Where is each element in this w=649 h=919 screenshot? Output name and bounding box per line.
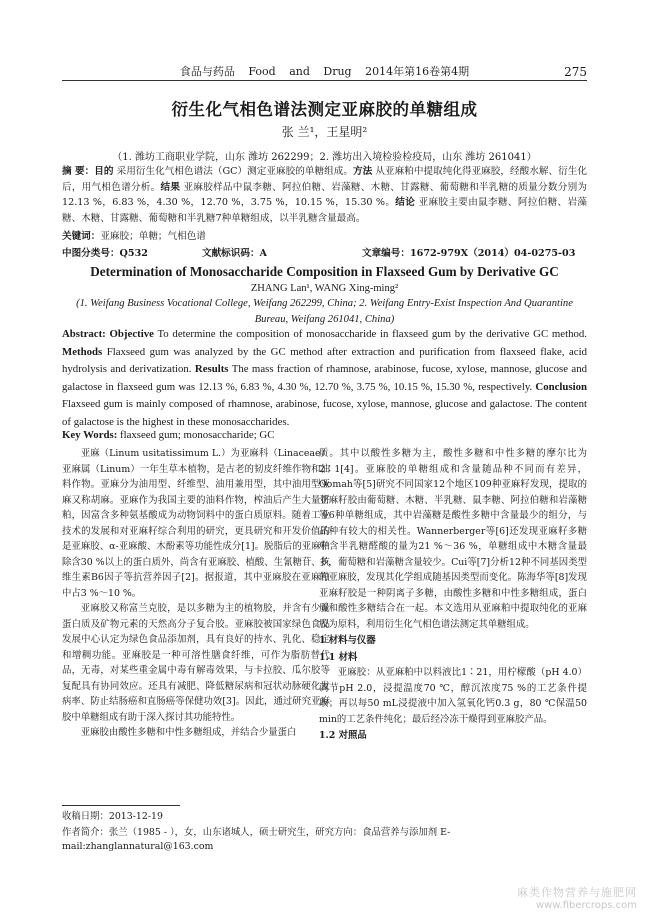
body-left-paragraph-3: 亚麻胶由酸性多糖和中性多糖组成，并结合少量蛋白 — [80, 727, 297, 738]
keywords-en-label: Key Words: — [62, 429, 118, 441]
abstract-cn-method-label: 方法 — [352, 166, 373, 177]
journal-name-en: Food and Drug — [248, 65, 352, 78]
keywords-cn — [62, 229, 587, 245]
subsection-heading-1-1: 1.1 材料 — [319, 651, 358, 663]
abstract-en-methods: Flaxseed gum was analyzed by the GC method after extraction and purification from flaxseed flake, acid hydrolysis and derivatization. — [62, 345, 587, 376]
abstract-cn-conclusion: 亚麻胶主要由鼠李糖、阿拉伯糖、岩藻糖、木糖、甘露糖、葡萄糖和半乳糖7种单糖组成，以半乳糖含量最高。 — [62, 197, 587, 224]
keywords-en-text: flaxseed gum; monosaccharide; GC — [117, 429, 275, 441]
affiliations-en: (1. Weifang Business Vocational College, Weifang 262299, China; 2. Weifang Entry-Exist Inspection And Quarantine Bureau, Weifang 261041, China) — [76, 298, 573, 325]
abstract-en — [62, 326, 587, 432]
abstract-en-objective: To determine the composition of monosaccharide in flaxseed gum by the derivative GC method. — [153, 328, 587, 340]
title-en: Determination of Monosaccharide Composition in Flaxseed Gum by Derivative GC — [90, 264, 559, 279]
keywords-en — [62, 427, 587, 445]
watermark — [517, 884, 637, 911]
body-left-paragraph-2: 亚麻胶又称富兰克胶，是以多糖为主的植物胶，并含有少量蛋白质及矿物元素的天然高分子复合胶。亚麻胶被国家绿色食品发展中心认定为绿色食品添加剂，具有良好的持水、乳化、稳定和增稠功能。亚麻胶是一种可溶性膳食纤维，可作为脂肪替代品，无毒，对某些重金属中毒有解毒效果，与卡拉胶、瓜尔胶等复配具有协同效应。还具有减肥、降低糖尿病和冠状动脉硬化发病率、防止结肠癌和直肠癌等保健功效[3]。因此，通过研究亚麻胶中单糖组成有助于深入探讨其功能特性。 — [62, 603, 330, 723]
abstract-cn-result-label: 结果 — [160, 181, 181, 193]
abstract-cn — [62, 164, 587, 226]
abstract-cn-conclusion-label: 结论 — [395, 197, 416, 208]
authors-cn: 张 兰¹，王星明² — [281, 125, 368, 139]
affiliations-cn: （1. 潍坊工商职业学院，山东 潍坊 262299；2. 潍坊出入境检验检疫局，山东 潍坊 261041） — [112, 152, 537, 163]
authors-en: ZHANG Lan¹, WANG Xing-ming² — [250, 283, 399, 294]
abstract-cn-label: 摘 要： — [62, 166, 95, 177]
journal-issue: 2014年第16卷第4期 — [365, 65, 470, 78]
abstract-en-methods-label: Methods — [62, 345, 103, 358]
article-number: 文章编号：1672-979X（2014）04-0275-03 — [362, 248, 576, 259]
journal-name-cn: 食品与药品 — [179, 65, 235, 78]
running-head-center — [62, 64, 587, 80]
abstract-en-label: Abstract: — [62, 328, 106, 340]
abstract-en-conclusion-label: Conclusion — [535, 380, 588, 393]
subsection-heading-1-2: 1.2 对照品 — [319, 730, 367, 741]
body-right-paragraph-2: 亚麻胶：从亚麻粕中以料液比1∶21，用柠檬酸（pH 4.0）调节pH 2.0，浸提温度70 ℃，醇沉浓度75 %的工艺条件提取；再以每50 mL浸提液中加入氢氧化钙0.3 g，80 ℃保温50 min的工艺条件纯化；最后经冷冻干燥得到亚麻胶产品。 — [319, 667, 587, 725]
running-head — [62, 64, 587, 81]
classification-line — [62, 246, 587, 261]
abstract-cn-objective: 采用衍生化气相色谱法（GC）测定亚麻胶的单糖组成。 — [116, 166, 353, 177]
body-column-left — [62, 446, 330, 741]
section-heading-1: 1 材料与仪器 — [319, 635, 376, 646]
abstract-cn-objective-label: 目的 — [94, 166, 114, 177]
title-cn: 衍生化气相色谱法测定亚麻胶的单糖组成 — [171, 100, 478, 119]
footnote-received: 收稿日期：2013-12-19 — [62, 811, 163, 822]
body-right-paragraph-1: 质。其中以酸性多糖为主，酸性多糖和中性多糖的摩尔比为2∶1[4]。亚麻胶的单糖组成和含量随品种不同而有差异，Oomah等[5]研究不同国家12个地区109种亚麻籽发现，提取的亚麻籽胶由葡萄糖、木糖、半乳糖、鼠李糖、阿拉伯糖和岩藻糖等6种单糖组成，其中岩藻糖是酸性多糖中含量最少的组分，与品种有较大的相关性。Wannerberger等[6]还发现亚麻籽多糖中含半乳糖醛酸的量为21 %～36 %，单糖组成中木糖含量最多，葡萄糖和岩藻糖含量较少。Cui等[7]分析12种不同基因类型的亚麻胶，发现其化学组成随基因类型而变化。陈海华等[8]发现亚麻籽胶是一种阴离子多糖，由酸性多糖和中性多糖组成，蛋白质和酸性多糖结合在一起。本文选用从亚麻粕中提取纯化的亚麻胶为原料，利用衍生化气相色谱法测定其单糖组成。 — [319, 448, 587, 630]
page-number: 275 — [564, 65, 587, 79]
watermark-url: www.fibercrops.com — [535, 900, 637, 911]
abstract-en-objective-label: Objective — [109, 328, 154, 340]
document-code: 文献标识码：A — [202, 248, 268, 259]
abstract-en-results-label: Results — [194, 363, 229, 376]
body-left-paragraph-1: 亚麻（Linum usitatissimum L.）为亚麻科（Linaceae）亚麻属（Linum）一年生草本植物，是古老的韧皮纤维作物和油料作物。亚麻分为油用型、纤维型、油用兼用型，其中油用型亚麻又称胡麻。亚麻作为我国主要的油料作物，榨油后产生大量饼粕，因富含多种氨基酸成为动物饲料中的蛋白质原料。随着工业技术的发展和对亚麻籽综合利用的研究，更具研究和开发价值的是亚麻胶、α-亚麻酸、木酚素等功能性成分[1]。脱脂后的亚麻粕除含30 %以上的蛋白质外，尚含有亚麻胶、植酸、生氰糖苷、抗维生素B6因子等抗营养因子[2]。据报道，其中亚麻胶在亚麻粕中占3 %～10 %。 — [62, 448, 330, 599]
abstract-en-results: The mass fraction of rhamnose, arabinose, fucose, xylose, mannose, glucose and galactose in flaxseed gum was 12.13 %, 6.83 %, 4.30 %, 12.70 %, 3.75 %, 10.15 %, 15.30 %, respectively. — [62, 363, 587, 393]
abstract-cn-method: 从亚麻粕中提取纯化得亚麻胶，经酸水解、衍生化后，用气相色谱分析。 — [62, 166, 588, 193]
abstract-cn-result: 亚麻胶样品中鼠李糖、阿拉伯糖、岩藻糖、木糖、甘露糖、葡萄糖和半乳糖的质量分数分别为12.13 %，6.83 %，4.30 %，12.70 %，3.75 %，10.15 %，15.30 %。 — [62, 181, 588, 208]
keywords-cn-label: 关键词： — [62, 231, 101, 242]
abstract-en-conclusion: Flaxseed gum is mainly composed of rhamnose, arabinose, fucose, xylose, mannose, glucose and galactose. The content of galactose is the highest in these monosaccharides. — [62, 398, 587, 428]
body-column-right — [319, 446, 587, 744]
keywords-cn-text: 亚麻胶；单糖；气相色谱 — [100, 231, 206, 242]
footnote-author-bio: 作者简介：张兰（1985 - ），女，山东诸城人，硕士研究生，研究方向：食品营养与添加剂 E-mail:zhanglannatural@163.com — [62, 827, 451, 852]
clc-number: 中图分类号：Q532 — [62, 248, 148, 259]
footnote-divider — [62, 805, 180, 806]
watermark-text: 麻类作物营养与施肥网 — [517, 886, 637, 899]
